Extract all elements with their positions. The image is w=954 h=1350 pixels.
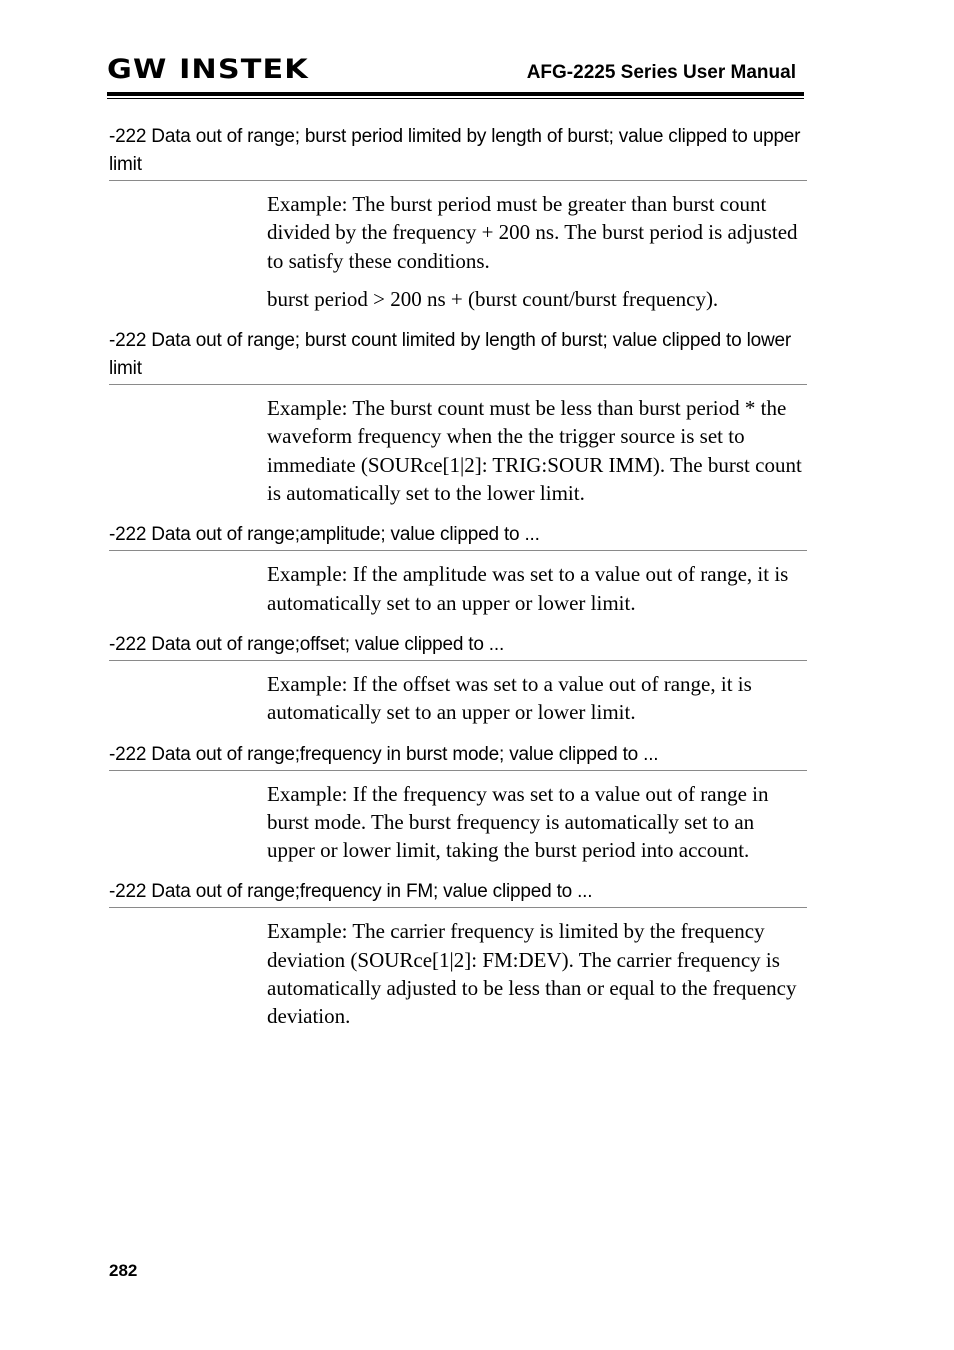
formula-paragraph: burst period > 200 ns + (burst count/burst frequency). (267, 286, 719, 311)
page-number: 282 (109, 1261, 138, 1280)
error-description (267, 385, 807, 521)
error-description (267, 908, 807, 1044)
description-paragraph: Example: If the amplitude was set to a value out of range, it is automatically set to an upper or lower limit. (267, 562, 789, 615)
description-paragraph: Example: If the frequency was set to a value out of range in burst mode. The burst frequency is automatically set to an upper or lower limit, taking the burst period into account. (267, 781, 769, 863)
description-paragraph: Example: The burst period must be greater than burst count divided by the frequency + 200 ns. The burst period is adjusted to satisfy these conditions. (267, 192, 798, 273)
error-heading: -222 Data out of range;offset; value clipped to ... (109, 631, 807, 661)
error-heading: -222 Data out of range; burst count limited by length of burst; value clipped to lower limit (109, 327, 807, 385)
error-heading: -222 Data out of range;frequency in burst mode; value clipped to ... (109, 741, 807, 771)
description-paragraph: Example: If the offset was set to a value out of range, it is automatically set to an upper or lower limit. (267, 671, 752, 725)
error-description (267, 661, 807, 741)
error-description (267, 771, 807, 879)
error-heading: -222 Data out of range;frequency in FM; value clipped to ... (109, 878, 807, 908)
description-paragraph: Example: The carrier frequency is limited by the frequency deviation (SOURce[1|2]: FM:DEV). The carrier frequency is automatically adjusted to be less than or equal to the frequency deviation. (267, 919, 797, 1029)
description-paragraph: Example: The burst count must be less than burst period * the waveform frequency when the the trigger source is set to immediate (SOURce[1|2]: TRIG:SOUR IMM). The burst count is automatically set to the lower limit. (267, 396, 802, 506)
error-heading: -222 Data out of range; burst period limited by length of burst; value clipped to upper limit (109, 123, 807, 181)
manual-title: AFG-2225 Series User Manual (526, 62, 796, 83)
error-description (267, 181, 807, 327)
error-entry-burst-period (109, 123, 807, 327)
error-message-list (109, 123, 807, 1045)
error-heading: -222 Data out of range;amplitude; value clipped to ... (109, 521, 807, 551)
error-entry-burst-count (109, 327, 807, 521)
error-entry-burst-frequency (109, 741, 807, 879)
page-header (107, 52, 804, 98)
header-divider-thin (107, 98, 804, 99)
error-entry-offset (109, 631, 807, 741)
brand-logo: GW INSTEK (107, 54, 309, 85)
error-description (267, 551, 807, 631)
error-entry-fm-frequency (109, 878, 807, 1044)
error-entry-amplitude (109, 521, 807, 631)
header-divider-thick (107, 92, 804, 96)
